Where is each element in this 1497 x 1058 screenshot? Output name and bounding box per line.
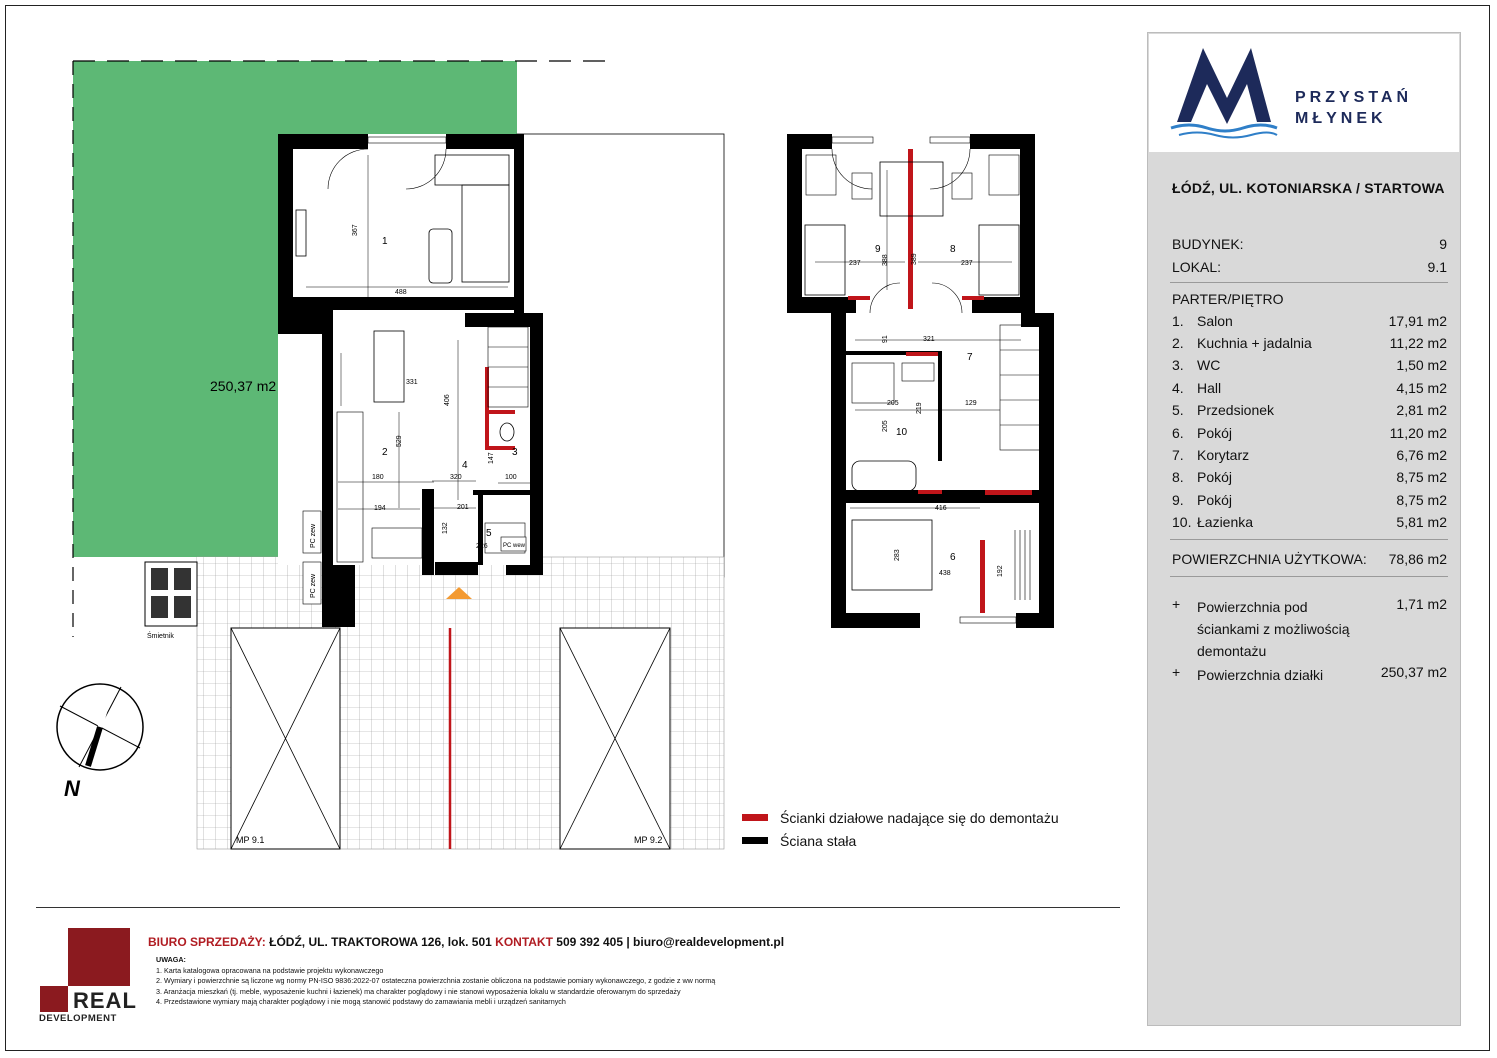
company-name: REAL bbox=[73, 988, 137, 1013]
section-title: PARTER/PIĘTRO bbox=[1172, 291, 1284, 307]
room-number: 3 bbox=[512, 447, 518, 458]
dimension: 416 bbox=[935, 505, 947, 512]
room-num: 9. bbox=[1172, 492, 1184, 508]
room-area: 11,20 m2 bbox=[1389, 425, 1447, 441]
room-num: 7. bbox=[1172, 447, 1184, 463]
room-area: 6,76 m2 bbox=[1396, 447, 1447, 463]
legend-swatch-red bbox=[742, 814, 768, 821]
room-area: 8,75 m2 bbox=[1396, 469, 1447, 485]
north-label: N bbox=[64, 776, 80, 801]
room-area: 8,75 m2 bbox=[1396, 492, 1447, 508]
room-area: 11,22 m2 bbox=[1389, 335, 1447, 351]
room-number: 6 bbox=[950, 552, 956, 563]
unit-value: 9.1 bbox=[1427, 259, 1447, 275]
bin-label: Śmietnik bbox=[147, 633, 174, 640]
dimension: 367 bbox=[352, 224, 359, 236]
total-row bbox=[1172, 551, 1447, 567]
dimension: 91 bbox=[882, 335, 889, 343]
unit-label: LOKAL: bbox=[1172, 259, 1222, 275]
room-num: 2. bbox=[1172, 335, 1184, 351]
total-label: POWIERZCHNIA UŻYTKOWA: bbox=[1172, 551, 1367, 567]
extra-label: Powierzchnia pod ściankami z możliwością demontażu bbox=[1197, 599, 1350, 659]
room-name: Pokój bbox=[1197, 492, 1233, 508]
dimension: 321 bbox=[923, 336, 935, 343]
location-title: ŁÓDŹ, UL. KOTONIARSKA / STARTOWA bbox=[1172, 180, 1445, 196]
dimension: 194 bbox=[374, 505, 386, 512]
note-line: 2. Wymiary i powierzchnie są liczone wg normy PN-ISO 9836:2022-07 ostateczna powierzchnia zostanie obliczona na podstawie pomiary wykonawczego, z godzie z ww normą bbox=[156, 976, 716, 985]
room-area: 5,81 m2 bbox=[1396, 514, 1447, 530]
dimension: 331 bbox=[406, 379, 418, 386]
sales-info bbox=[148, 935, 784, 949]
room-number: 4 bbox=[462, 460, 468, 471]
footer-divider bbox=[36, 907, 1120, 908]
legend-swatch-black bbox=[742, 837, 768, 844]
note-line: 4. Przedstawione wymiary mają charakter poglądowy i nie mogą stanowić podstawy do zamawiania mebli i urządzeń sanitarnych bbox=[156, 997, 566, 1006]
dimension: 147 bbox=[488, 452, 495, 464]
dimension: 438 bbox=[939, 570, 951, 577]
room-area: 4,15 m2 bbox=[1396, 380, 1447, 396]
divider bbox=[1170, 539, 1448, 540]
sales-label: BIURO SPRZEDAŻY: bbox=[148, 935, 266, 949]
dimension: 389 bbox=[911, 253, 918, 265]
room-num: 6. bbox=[1172, 425, 1184, 441]
room-number: 9 bbox=[875, 244, 881, 255]
upper-floor bbox=[787, 134, 1054, 628]
extra-prefix: + bbox=[1172, 664, 1181, 680]
divider bbox=[1170, 282, 1448, 283]
contact-value[interactable]: 509 392 405 | biuro@realdevelopment.pl bbox=[552, 935, 785, 949]
dimension: 237 bbox=[849, 260, 861, 267]
building-value: 9 bbox=[1439, 236, 1447, 252]
garden-area-label: 250,37 m2 bbox=[210, 378, 277, 394]
dimension: 388 bbox=[882, 254, 889, 266]
room-number: 8 bbox=[950, 244, 956, 255]
room-num: 1. bbox=[1172, 313, 1184, 329]
sales-address: ŁÓDŹ, UL. TRAKTOROWA 126, lok. 501 bbox=[265, 935, 496, 949]
dimension: 205 bbox=[882, 420, 889, 432]
room-num: 3. bbox=[1172, 357, 1184, 373]
room-area: 2,81 m2 bbox=[1396, 402, 1447, 418]
company-subname: DEVELOPMENT bbox=[39, 1013, 117, 1024]
room-number: 10 bbox=[896, 427, 908, 438]
total-value: 78,86 m2 bbox=[1388, 551, 1447, 567]
pc-label: PC zew bbox=[310, 523, 317, 548]
brand-logo bbox=[1149, 34, 1459, 152]
building-label: BUDYNEK: bbox=[1172, 236, 1244, 252]
legend-label: Ściana stała bbox=[780, 833, 857, 849]
dimension: 201 bbox=[457, 504, 469, 511]
unit-row bbox=[1172, 259, 1447, 275]
room-name: Przedsionek bbox=[1197, 402, 1275, 418]
room-name: Salon bbox=[1197, 313, 1233, 329]
room-num: 5. bbox=[1172, 402, 1184, 418]
brand-name-line2: MŁYNEK bbox=[1295, 110, 1387, 127]
room-number: 5 bbox=[486, 528, 492, 539]
brand-m-icon bbox=[1169, 40, 1279, 150]
dimension: 129 bbox=[965, 400, 977, 407]
room-number: 1 bbox=[382, 236, 388, 247]
room-name: Kuchnia + jadalnia bbox=[1197, 335, 1312, 351]
building-row bbox=[1172, 236, 1447, 252]
bin-shelter bbox=[145, 562, 197, 640]
brand-name-line1: PRZYSTAŃ bbox=[1295, 89, 1413, 106]
pc-label: PC zew bbox=[310, 573, 317, 598]
room-name: Korytarz bbox=[1197, 447, 1250, 463]
room-num: 4. bbox=[1172, 380, 1184, 396]
room-name: Pokój bbox=[1197, 425, 1233, 441]
divider bbox=[1170, 576, 1448, 577]
dimension: 529 bbox=[396, 435, 403, 447]
dimension: 100 bbox=[505, 474, 517, 481]
parking-bay bbox=[560, 628, 670, 849]
extra-value: 250,37 m2 bbox=[1380, 664, 1447, 680]
dimension: 180 bbox=[372, 474, 384, 481]
room-num: 10. bbox=[1172, 514, 1192, 530]
room-name: Hall bbox=[1197, 380, 1222, 396]
room-number: 7 bbox=[967, 352, 973, 363]
room-name: Łazienka bbox=[1197, 514, 1254, 530]
extra-value: 1,71 m2 bbox=[1396, 596, 1447, 612]
notes bbox=[156, 955, 715, 1008]
dimension: 283 bbox=[894, 549, 901, 561]
legend-label: Ścianki działowe nadające się do demontażu bbox=[780, 810, 1059, 826]
dimension: 219 bbox=[916, 402, 923, 414]
dimension: 406 bbox=[444, 394, 451, 406]
pc-label: PC wew bbox=[503, 543, 526, 549]
room-area: 17,91 m2 bbox=[1388, 313, 1447, 329]
extra-prefix: + bbox=[1172, 596, 1181, 612]
note-line: 1. Karta katalogowa opracowana na podstawie projektu wykonawczego bbox=[156, 965, 384, 975]
contact-label: KONTAKT bbox=[495, 935, 553, 949]
dimension: 132 bbox=[442, 522, 449, 534]
ground-floor bbox=[278, 134, 543, 627]
dimension: 192 bbox=[997, 565, 1004, 577]
room-number: 2 bbox=[382, 447, 388, 458]
note-line: 3. Aranżacja mieszkań (tj. meble, wyposażenie kuchni i łazienek) ma charakter poglądowy i nie stanowi wyposażenia lokalu w standardzie oferowanym do sprzedaży bbox=[156, 986, 681, 996]
room-name: Pokój bbox=[1197, 469, 1233, 485]
info-panel bbox=[1147, 32, 1461, 1026]
room-area: 1,50 m2 bbox=[1396, 357, 1447, 373]
dimension: 237 bbox=[961, 260, 973, 267]
room-name: WC bbox=[1197, 357, 1221, 373]
parking-label: MP 9.2 bbox=[634, 835, 663, 845]
dimension: 205 bbox=[887, 400, 899, 407]
notes-title: UWAGA: bbox=[156, 955, 186, 964]
room-num: 8. bbox=[1172, 469, 1184, 485]
dimension: 226 bbox=[476, 543, 488, 550]
parking-label: MP 9.1 bbox=[236, 835, 265, 845]
parking-bay bbox=[231, 628, 340, 849]
north-arrow bbox=[57, 684, 143, 801]
dimension: 320 bbox=[450, 474, 462, 481]
extra-label: Powierzchnia działki bbox=[1197, 667, 1324, 683]
dimension: 488 bbox=[395, 289, 407, 296]
